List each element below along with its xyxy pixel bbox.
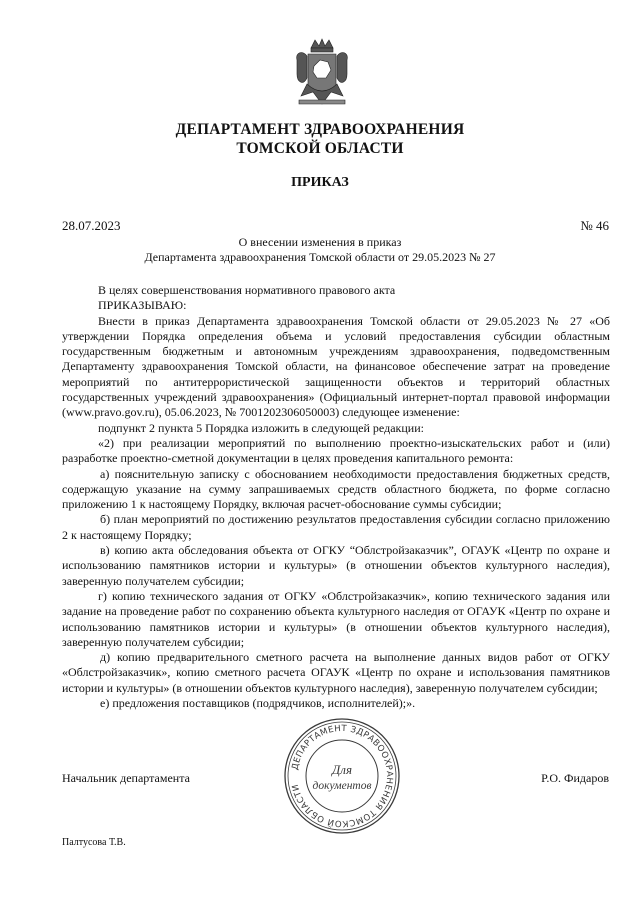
item-a: а) пояснительную записку с обоснованием необходимости предоставления бюджетных средств, содержащую указание на сумму запрашиваемых средств областного бюджета, по форме согласно приложению 1 к настоящему Порядку, включая расчет-обоснование суммы субсидии; bbox=[62, 466, 610, 512]
order-subject-line2: Департамента здравоохранения Томской области от 29.05.2023 № 27 bbox=[144, 250, 496, 264]
order-directive: ПРИКАЗЫВАЮ: bbox=[98, 298, 187, 313]
subpoint-2-text: «2) при реализации мероприятий по выполнению проектно-изыскательских работ и (или) разработке проектно-сметной документации в целях проведения капитального ремонта: bbox=[62, 435, 610, 466]
stamp-center-line1: Для bbox=[332, 762, 352, 777]
signatory-title: Начальник департамента bbox=[62, 771, 190, 785]
item-d: д) копию предварительного сметного расчета на выполнение данных видов работ от ОГКУ «Облстройзаказчик», копию сметного расчета ОГАУК «Центр по охране и использования памятников истории и культуры» (в отношении объектов культурного наследия), заверенную получателем субсидии; bbox=[62, 650, 610, 695]
item-v: в) копию акта обследования объекта от ОГКУ “Облстройзаказчик”, ОГАУК «Центр по охране и использованию памятников истории и культуры» (в отношении объектов культурного наследия), заверенную получателем субсидии; bbox=[62, 543, 610, 588]
amendment-paragraph: Внести в приказ Департамента здравоохранения Томской области от 29.05.2023 № 27 «Об утверждении Порядка определения объема и условий предоставления субсидии областным государственным бюджетным и автономным учреждениям здравоохранения, подведомственным Департаменту здравоохранения Томской области, на финансовое обеспечение затрат на проведение мероприятий по антитеррористической защищенности объектов и территорий областных государственных учреждений здравоохранения» (Официальный интернет-портал правовой информации (www.pravo.gov.ru), 05.06.2023, № 7001202306050003) следующее изменение: bbox=[62, 313, 610, 420]
item-b: б) план мероприятий по достижению результатов предоставления субсидии согласно приложению 2 к настоящему Порядку; bbox=[62, 512, 610, 542]
department-name-line2: ТОМСКОЙ ОБЛАСТИ bbox=[236, 140, 404, 157]
stamp-center-line2: документов bbox=[312, 780, 372, 792]
executor-name: Палтусова Т.В. bbox=[62, 837, 126, 848]
item-g: г) копию технического задания от ОГКУ «Облстройзаказчик», копию технического задания или задание на проведение работ по сохранению объекта культурного наследия от ОГАУК «Центр по охране и использованию памятников истории и культуры» (в отношении объектов культурного наследия), заверенную получателем субсидии; bbox=[62, 588, 610, 649]
order-subject-line1: О внесении изменения в приказ bbox=[238, 235, 402, 249]
stamp-ring-text: ДЕПАРТАМЕНТ ЗДРАВООХРАНЕНИЯ ТОМСКОЙ ОБЛАСТИ bbox=[290, 723, 395, 829]
official-round-stamp bbox=[282, 716, 402, 836]
order-date: 28.07.2023 bbox=[62, 218, 121, 233]
document-type-title: ПРИКАЗ bbox=[291, 175, 349, 190]
signatory-name: Р.О. Фидаров bbox=[541, 771, 609, 785]
order-number: № 46 bbox=[580, 218, 609, 233]
coat-of-arms-emblem bbox=[293, 38, 351, 110]
department-name-line1: ДЕПАРТАМЕНТ ЗДРАВООХРАНЕНИЯ bbox=[175, 121, 465, 138]
order-body bbox=[62, 283, 610, 711]
subpoint-intro: подпункт 2 пункта 5 Порядка изложить в следующей редакции: bbox=[98, 420, 424, 435]
item-e: е) предложения поставщиков (подрядчиков, исполнителей);». bbox=[100, 696, 416, 711]
preamble-paragraph: В целях совершенствования нормативного правового акта bbox=[98, 283, 396, 297]
